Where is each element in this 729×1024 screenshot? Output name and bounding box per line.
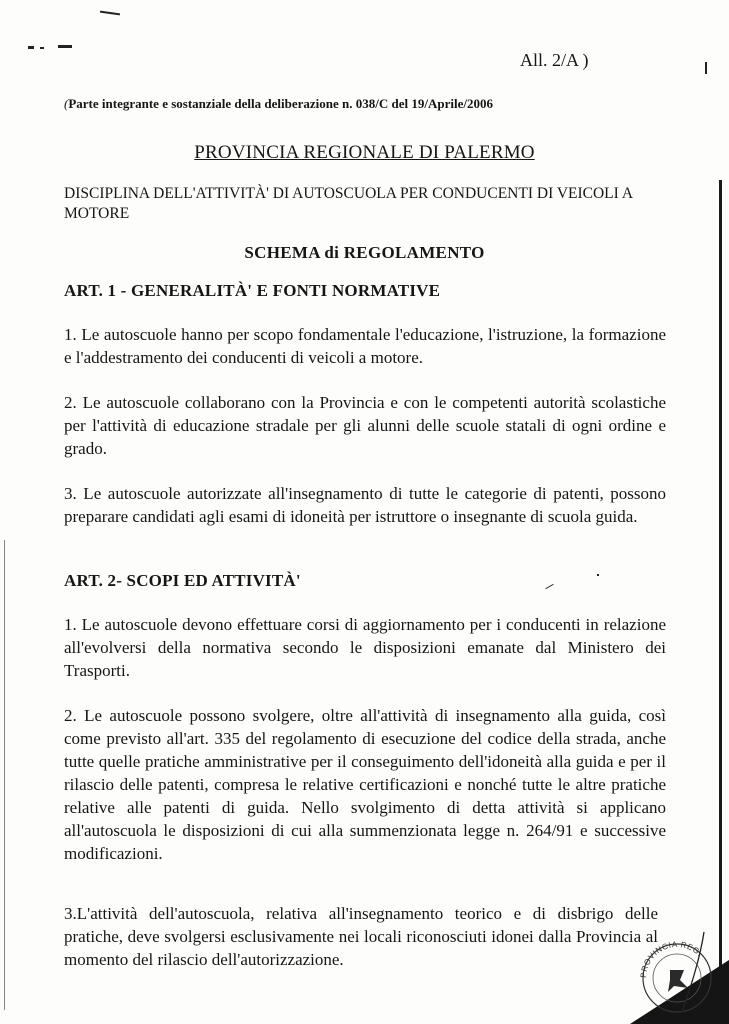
scan-mark — [28, 46, 34, 49]
document-subtitle: DISCIPLINA DELL'ATTIVITÀ' DI AUTOSCUOLA PER CONDUCENTI DI VEICOLI A MOTORE — [64, 185, 633, 222]
scan-edge-left — [4, 540, 5, 1010]
scan-edge-right — [719, 180, 722, 980]
article-1-paragraph: 2. Le autoscuole collaborano con la Provincia e con le competenti autorità scolastiche per l'attività di educazione stradale per gli alunni delle scuole statali di ogni ordine e grado. — [64, 393, 666, 458]
scan-mark — [58, 45, 72, 48]
scan-mark — [40, 47, 44, 49]
deliberation-note — [64, 96, 493, 112]
article-1-heading: ART. 1 - GENERALITÀ' E FONTI NORMATIVE — [64, 281, 441, 300]
article-2-paragraph: 2. Le autoscuole possono svolgere, oltre all'attività di insegnamento alla guida, così come previsto all'art. 335 del regolamento di esecuzione del codice della strada, anche tutte quelle pratiche amministrative per il conseguimento dell'idoneità alla guida e per il rilascio delle patenti, compresa le relative certificazioni e nonché tutte le altre pratiche relative alle patenti di guida. Nello svolgimento di detta attività si applicano all'autoscuola le disposizioni di cui alla summenzionata legge n. 264/91 e successive modificazioni. — [64, 706, 666, 863]
scan-mark — [705, 62, 707, 74]
schema-heading: SCHEMA di REGOLAMENTO — [244, 243, 485, 262]
article-2-paragraph: 3.L'attività dell'autoscuola, relativa all'insegnamento teorico e di disbrigo delle pratiche, deve svolgersi esclusivamente nei locali riconosciuti idonei dalla Provincia al momento del rilascio dell'autorizzazione. — [64, 904, 658, 969]
note-paren: ( — [64, 96, 69, 111]
scan-mark — [597, 574, 599, 576]
article-1-paragraph: 1. Le autoscuole hanno per scopo fondamentale l'educazione, l'istruzione, la formazione e l'addestramento dei conducenti di veicoli a motore. — [64, 325, 666, 367]
attachment-label: All. 2/A ) — [520, 50, 589, 70]
scan-mark — [100, 11, 120, 16]
article-2-paragraph: 1. Le autoscuole devono effettuare corsi di aggiornamento per i conducenti in relazione all'evolversi della normativa secondo le disposizioni emanate dal Ministero dei Trasporti. — [64, 615, 666, 680]
provincia-stamp — [634, 928, 720, 1014]
stamp-text: PROVINCIA REG. — [638, 939, 705, 979]
document-title: PROVINCIA REGIONALE DI PALERMO — [194, 142, 535, 163]
note-text: Parte integrante e sostanziale della deliberazione n. 038/C del 19/Aprile/2006 — [68, 96, 493, 111]
pen-tick — [545, 584, 553, 589]
article-2-heading: ART. 2- SCOPI ED ATTIVITÀ' — [64, 571, 301, 590]
article-1-paragraph: 3. Le autoscuole autorizzate all'insegnamento di tutte le categorie di patenti, possono preparare candidati agli esami di idoneità per istruttore o insegnante di scuola guida. — [64, 484, 666, 526]
